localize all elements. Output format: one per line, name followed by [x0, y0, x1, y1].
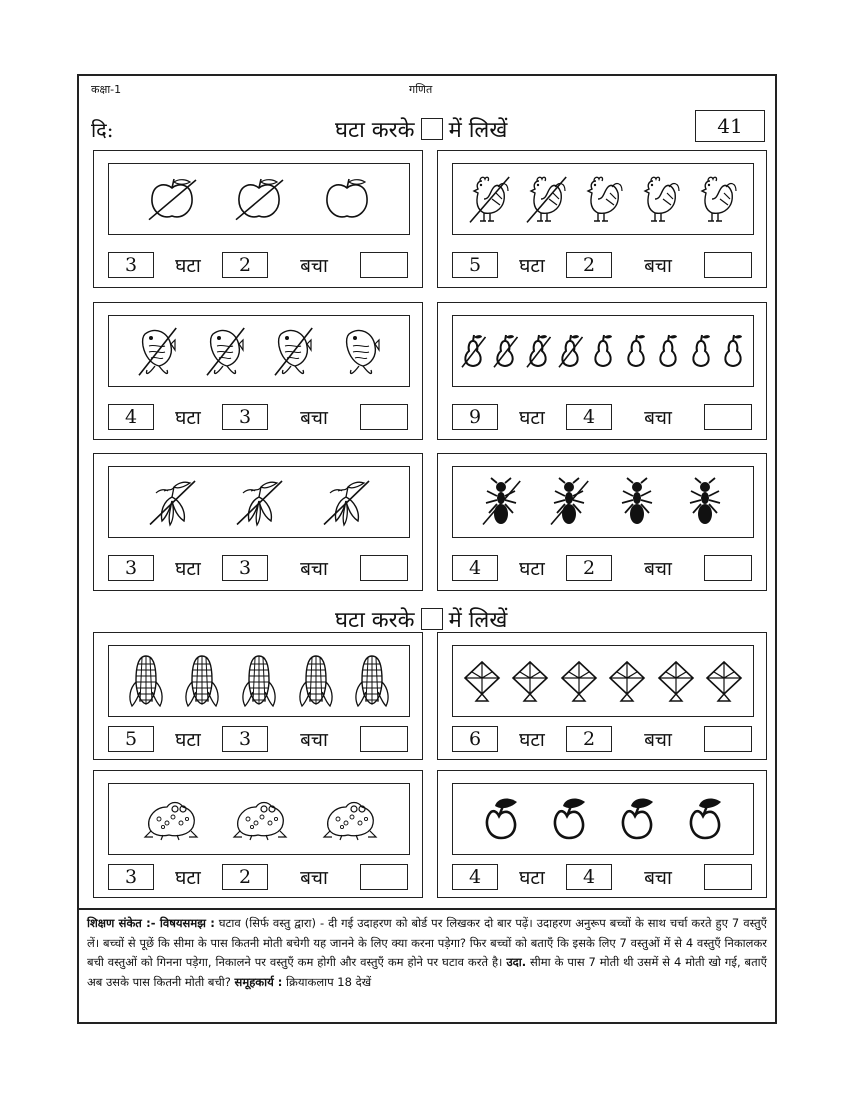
answer-box[interactable] — [704, 404, 752, 430]
banana-icon — [235, 477, 283, 527]
equation-row — [452, 403, 752, 431]
group-work-label: समूहकार्य : — [234, 974, 283, 989]
class-label: कक्षा-1 — [91, 83, 122, 96]
subtrahend-box: 3 — [222, 404, 268, 430]
kite-icon — [559, 660, 599, 702]
minuend-box: 3 — [108, 252, 154, 278]
picture-box — [108, 315, 410, 387]
remaining-word: बचा — [644, 407, 672, 429]
page-number: 41 — [695, 110, 765, 142]
kite-icon — [607, 660, 647, 702]
minuend-box: 4 — [452, 555, 498, 581]
exercise-card — [437, 453, 767, 591]
minus-word: घटा — [175, 558, 201, 580]
banana-icon — [148, 477, 196, 527]
heading-text-1: घटा करके — [335, 608, 415, 633]
heading-text-2: में लिखें — [448, 118, 508, 143]
rooster-icon — [696, 173, 738, 225]
picture-box — [108, 645, 410, 717]
minus-word: घटा — [175, 729, 201, 751]
corn-icon — [352, 652, 392, 710]
fish-icon — [205, 324, 245, 378]
subject-label: गणित — [409, 83, 433, 96]
equation-row — [108, 251, 408, 279]
fish-icon — [341, 324, 381, 378]
pear-icon — [460, 333, 486, 369]
ant-icon — [685, 477, 725, 527]
kite-icon — [704, 660, 744, 702]
corn-icon — [182, 652, 222, 710]
exercise-card — [93, 632, 423, 760]
exercise-card — [437, 632, 767, 760]
kite-icon — [559, 660, 599, 702]
remaining-word: बचा — [644, 729, 672, 751]
group-work-text: क्रियाकलाप 18 देखें — [282, 974, 372, 989]
remaining-word: बचा — [644, 867, 672, 889]
rooster-icon — [639, 173, 681, 225]
answer-box[interactable] — [704, 252, 752, 278]
exercise-card — [93, 150, 423, 288]
notes-label: शिक्षण संकेत :- विषयसमझ : — [87, 916, 215, 930]
pear-icon — [720, 333, 746, 369]
example-label: उदा. — [506, 955, 527, 969]
pear-icon — [623, 333, 649, 369]
corn-icon — [239, 652, 279, 710]
banana-icon — [148, 477, 196, 527]
banana-icon — [322, 477, 370, 527]
equation-row — [108, 863, 408, 891]
fish-icon — [273, 324, 313, 378]
notes-text: घटाव (सिर्फ वस्तु द्वारा) - दी गई उदाहरण को बोर्ड पर लिखकर दो बार पढ़ें। उदाहरण अनुरूप बच्चों के साथ चर्चा करते हुए 7 वस्तुएँ लें। बच्चों से पूछें कि सीमा के पास कितनी मोती बचेगी यह जानने के लिए क्या करना पड़ेगा? फिर बच्चों को बताएँ कि इसके लिए 7 वस्तुओं में से 4 वस्तुएँ निकालकर बची वस्तुओं को गिनना पड़ेगा, निकालने पर वस्तुएँ कम होगी और वस्तुएँ कम होने पर घटाव करते है। — [87, 916, 767, 969]
minuend-box: 4 — [452, 864, 498, 890]
answer-box[interactable] — [360, 864, 408, 890]
frog-icon — [230, 797, 288, 841]
ant-icon — [549, 477, 589, 527]
ant-icon — [617, 477, 657, 527]
pear-icon — [590, 333, 616, 369]
mango-icon — [481, 796, 521, 842]
minuend-box: 4 — [108, 404, 154, 430]
apple-icon — [234, 176, 284, 222]
exercise-card — [93, 770, 423, 898]
picture-box — [452, 783, 754, 855]
remaining-word: बचा — [300, 558, 328, 580]
subtrahend-box: 4 — [566, 404, 612, 430]
pear-icon — [720, 333, 746, 369]
ant-icon — [481, 477, 521, 527]
corn-icon — [126, 652, 166, 710]
rooster-icon — [582, 173, 624, 225]
mango-icon — [549, 796, 589, 842]
picture-box — [452, 315, 754, 387]
rooster-icon — [468, 173, 510, 225]
minuend-box: 3 — [108, 555, 154, 581]
kite-icon — [462, 660, 502, 702]
frog-icon — [320, 797, 378, 841]
minus-word: घटा — [175, 407, 201, 429]
apple-icon — [234, 176, 284, 222]
equation-row — [452, 725, 752, 753]
minuend-box: 3 — [108, 864, 154, 890]
section2-heading — [335, 604, 507, 634]
apple-icon — [322, 176, 372, 222]
subtrahend-box: 3 — [222, 726, 268, 752]
remaining-word: बचा — [644, 255, 672, 277]
pear-icon — [492, 333, 518, 369]
frog-icon — [320, 797, 378, 841]
answer-box[interactable] — [360, 252, 408, 278]
equation-row — [108, 725, 408, 753]
answer-square-icon — [421, 118, 443, 140]
fish-icon — [205, 324, 245, 378]
pear-icon — [688, 333, 714, 369]
rooster-icon — [639, 173, 681, 225]
mango-icon — [481, 796, 521, 842]
remaining-word: बचा — [300, 729, 328, 751]
pear-icon — [525, 333, 551, 369]
apple-icon — [322, 176, 372, 222]
corn-icon — [296, 652, 336, 710]
corn-icon — [296, 652, 336, 710]
corn-icon — [182, 652, 222, 710]
kite-icon — [510, 660, 550, 702]
equation-row — [452, 251, 752, 279]
pear-icon — [688, 333, 714, 369]
exercise-card — [93, 453, 423, 591]
subtrahend-box: 2 — [222, 864, 268, 890]
minuend-box: 5 — [108, 726, 154, 752]
apple-icon — [147, 176, 197, 222]
picture-box — [452, 645, 754, 717]
exercise-card — [437, 770, 767, 898]
exercise-card — [437, 302, 767, 440]
remaining-word: बचा — [300, 867, 328, 889]
kite-icon — [656, 660, 696, 702]
pear-icon — [525, 333, 551, 369]
rooster-icon — [696, 173, 738, 225]
kite-icon — [656, 660, 696, 702]
kite-icon — [607, 660, 647, 702]
minuend-box: 6 — [452, 726, 498, 752]
worksheet-page — [77, 74, 777, 1024]
picture-box — [108, 466, 410, 538]
minuend-box: 5 — [452, 252, 498, 278]
rooster-icon — [582, 173, 624, 225]
example-text: सीमा के पास 7 मोती थी उसमें से 4 मोती खो गई, बताएँ अब उसके पास कितनी मोती बची? — [87, 955, 767, 989]
minus-word: घटा — [175, 255, 201, 277]
ant-icon — [549, 477, 589, 527]
answer-box[interactable] — [360, 726, 408, 752]
corn-icon — [352, 652, 392, 710]
frog-icon — [230, 797, 288, 841]
remaining-word: बचा — [300, 255, 328, 277]
ant-icon — [617, 477, 657, 527]
corn-icon — [239, 652, 279, 710]
equation-row — [108, 554, 408, 582]
picture-box — [108, 783, 410, 855]
pear-icon — [557, 333, 583, 369]
answer-box[interactable] — [704, 864, 752, 890]
subtrahend-box: 2 — [222, 252, 268, 278]
remaining-word: बचा — [644, 558, 672, 580]
answer-box[interactable] — [360, 404, 408, 430]
apple-icon — [147, 176, 197, 222]
fish-icon — [137, 324, 177, 378]
mango-icon — [617, 796, 657, 842]
mango-icon — [685, 796, 725, 842]
rooster-icon — [525, 173, 567, 225]
minus-word: घटा — [519, 867, 545, 889]
fish-icon — [137, 324, 177, 378]
rooster-icon — [468, 173, 510, 225]
corn-icon — [126, 652, 166, 710]
kite-icon — [704, 660, 744, 702]
fish-icon — [273, 324, 313, 378]
equation-row — [108, 403, 408, 431]
picture-box — [452, 466, 754, 538]
mango-icon — [685, 796, 725, 842]
rooster-icon — [525, 173, 567, 225]
answer-box[interactable] — [704, 555, 752, 581]
banana-icon — [235, 477, 283, 527]
minus-word: घटा — [519, 255, 545, 277]
equation-row — [452, 863, 752, 891]
answer-box[interactable] — [360, 555, 408, 581]
answer-square-icon — [421, 608, 443, 630]
pear-icon — [655, 333, 681, 369]
banana-icon — [322, 477, 370, 527]
pear-icon — [557, 333, 583, 369]
teaching-notes — [79, 908, 775, 1022]
minus-word: घटा — [519, 729, 545, 751]
picture-box — [108, 163, 410, 235]
heading-text-1: घटा करके — [335, 118, 415, 143]
frog-icon — [141, 797, 199, 841]
heading-text-2: में लिखें — [448, 608, 508, 633]
remaining-word: बचा — [300, 407, 328, 429]
exercise-card — [437, 150, 767, 288]
minuend-box: 9 — [452, 404, 498, 430]
mango-icon — [549, 796, 589, 842]
pear-icon — [460, 333, 486, 369]
equation-row — [452, 554, 752, 582]
pear-icon — [623, 333, 649, 369]
date-label: दि: — [91, 118, 114, 142]
mango-icon — [617, 796, 657, 842]
ant-icon — [685, 477, 725, 527]
minus-word: घटा — [519, 407, 545, 429]
subtrahend-box: 2 — [566, 555, 612, 581]
kite-icon — [462, 660, 502, 702]
fish-icon — [341, 324, 381, 378]
subtrahend-box: 3 — [222, 555, 268, 581]
ant-icon — [481, 477, 521, 527]
answer-box[interactable] — [704, 726, 752, 752]
subtrahend-box: 4 — [566, 864, 612, 890]
picture-box — [452, 163, 754, 235]
exercise-card — [93, 302, 423, 440]
minus-word: घटा — [519, 558, 545, 580]
kite-icon — [510, 660, 550, 702]
pear-icon — [492, 333, 518, 369]
pear-icon — [590, 333, 616, 369]
subtrahend-box: 2 — [566, 252, 612, 278]
subtrahend-box: 2 — [566, 726, 612, 752]
section1-heading — [335, 114, 507, 144]
pear-icon — [655, 333, 681, 369]
minus-word: घटा — [175, 867, 201, 889]
frog-icon — [141, 797, 199, 841]
